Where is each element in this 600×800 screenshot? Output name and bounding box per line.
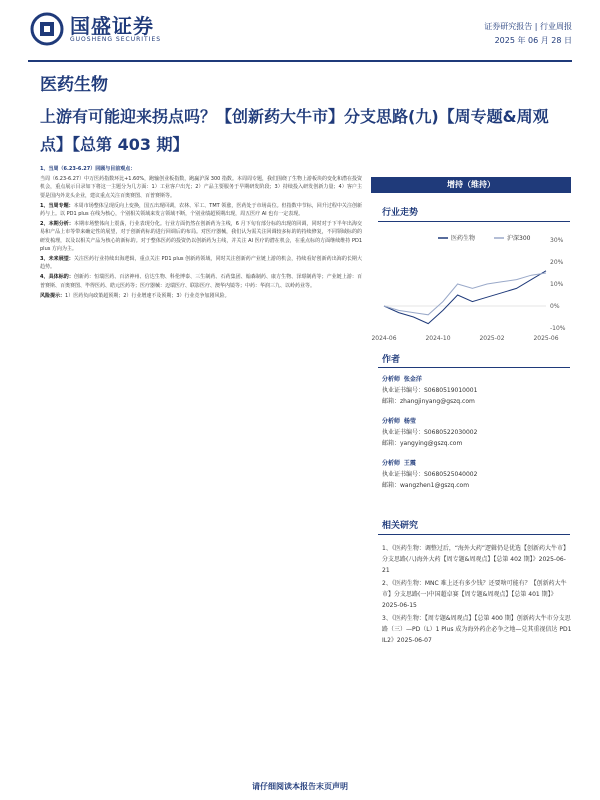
brand-logo bbox=[30, 12, 161, 46]
analyst-license: 执业证书编号：S0680519010001 bbox=[382, 387, 478, 394]
analyst-block bbox=[382, 374, 570, 407]
analyst-email[interactable]: 邮箱：wangzhen1@gszq.com bbox=[382, 482, 470, 489]
report-type: 证券研究报告 | 行业周报 bbox=[484, 22, 572, 31]
section-title-related: 相关研究 bbox=[382, 521, 419, 531]
y-tick-label: 30% bbox=[550, 237, 564, 244]
x-tick-label: 2024-10 bbox=[425, 335, 451, 342]
related-item[interactable]: 1、《医药生物：调整过后，“海外大药”逻辑仍是优选【创新药大牛市】分支思路(八)海外大药【周专题&周观点】【总第 402 期】》2025-06-21 bbox=[382, 545, 570, 574]
section-heading: 3、未来展望： bbox=[40, 256, 74, 263]
paragraph: 本周市场整体呈现反向上变换，国五出现回调，农林、军工、TMT 领涨，医药处于市场高位。但指数中节标，回升过程中关注创新药与上。以 PD1 plus 在线为核心，个别相关领域来发言领域不断，个别业绩超预期出现，周五医疗 AI 也有一定表现。 bbox=[40, 202, 362, 218]
x-tick-label: 2024-06 bbox=[371, 335, 397, 342]
legend-label: 医药生物 bbox=[451, 235, 476, 242]
header-meta bbox=[484, 20, 572, 48]
analyst-block bbox=[382, 458, 570, 491]
section-divider bbox=[378, 221, 570, 222]
industry-name: 医药生物 bbox=[40, 75, 108, 95]
analyst-name: 张金洋 bbox=[403, 376, 422, 383]
section-heading: 1、当周专题： bbox=[40, 202, 74, 209]
report-title: 上游有可能迎来拐点吗？【创新药大牛市】分支思路(九)【周专题&周观点】【总第 403 期】 bbox=[40, 107, 549, 154]
section-heading: 4、具体标的： bbox=[40, 274, 74, 281]
section-divider bbox=[378, 367, 570, 368]
paragraph: 关注医药行业持续出海逻辑，重点关注 PD1 plus 创新药领域，同时关注创新药产业链上游的机会，持续看好创新药出海的长期大趋势。 bbox=[40, 256, 362, 271]
legend-label: 沪深300 bbox=[507, 235, 531, 242]
analyst-role: 分析师 bbox=[382, 460, 401, 467]
paragraph: 1）医药负向政策超预期；2）行业增速不及预期；3）行业竞争加剧风险。 bbox=[65, 292, 230, 299]
section-title-trend: 行业走势 bbox=[382, 208, 419, 218]
brand-name: 国盛证券 bbox=[70, 13, 154, 38]
analyst-role: 分析师 bbox=[382, 376, 401, 383]
disclaimer-footer: 请仔细阅读本报告末页声明 bbox=[252, 782, 348, 791]
series-line bbox=[384, 273, 546, 315]
section-title-authors: 作者 bbox=[382, 355, 401, 365]
y-tick-label: 0% bbox=[550, 303, 560, 310]
analyst-role: 分析师 bbox=[382, 418, 401, 425]
y-tick-label: 20% bbox=[550, 259, 564, 266]
paragraph: 当周（6.23-6.27）中万医药指数环比+1.60%，跑输创业板指数，跑赢沪深 300 指数。本周周专题，我们围绕了生物上游板块的变化和潜在投资机会，重点展示目录如下将这一主题分为几方面：1）工业客户出光；2）产品主要服务于早期研发阶段；3）持续投入研发创新力量；4）客户主要是国内外龙头企业，建议重点关注百奥赛图、百普赛斯等。 bbox=[40, 176, 362, 199]
analyst-email[interactable]: 邮箱：yangying@gszq.com bbox=[382, 440, 463, 447]
related-research-list bbox=[382, 543, 572, 648]
x-tick-label: 2025-02 bbox=[479, 335, 505, 342]
section-heading: 1、当周（6.23-6.27）回顾与目前观点： bbox=[40, 166, 136, 172]
analyst-license: 执业证书编号：S0680522030002 bbox=[382, 429, 478, 436]
paragraph: 本期市场整体向上震荡，行业表现分化。行业方面仍然在创新药为主线，6 月下旬有部分标的出现的回调，同时对于下半年出海交易和产品上市等带来确定性的展望，对于创新药标的进行回调后的布局。对医疗器械，我们认为需关注回调较多标的的持续修复，不同领域标的的研发梳理，以及以相关产品为核心的新标的。对于整体医药的投资仍以创新药为主线，并关注 AI 医疗的潜在机会，在重点标的方面继续维持 PD1 plus 方向为主。 bbox=[40, 221, 363, 252]
report-date: 2025 年 06 月 28 日 bbox=[494, 36, 572, 45]
analyst-email[interactable]: 邮箱：zhangjinyang@gszq.com bbox=[382, 398, 475, 405]
section-heading: 2、本期分析： bbox=[40, 221, 74, 228]
analyst-block bbox=[382, 416, 570, 449]
section-heading: 风险提示： bbox=[40, 292, 66, 299]
rating-badge: 增持（维持） bbox=[371, 177, 571, 193]
industry-trend-chart bbox=[371, 232, 572, 344]
guosheng-logo-icon bbox=[30, 12, 64, 46]
y-tick-label: 10% bbox=[550, 281, 564, 288]
x-tick-label: 2025-06 bbox=[533, 335, 559, 342]
analyst-name: 王震 bbox=[403, 460, 416, 467]
analyst-license: 执业证书编号：S0680525040002 bbox=[382, 471, 478, 478]
report-body bbox=[40, 165, 362, 302]
related-item[interactable]: 3、《医药生物：【周专题&周观点】【总第 400 期】创新药大牛市分支思路（三）—PD（L）1 Plus 成为海外药企必争之地—兑其重视信达 PD1 IL2》2025-06-07 bbox=[382, 615, 572, 644]
brand-name-en: GUOSHENG SECURITIES bbox=[70, 35, 162, 43]
analyst-name: 杨莹 bbox=[403, 418, 416, 425]
header-divider bbox=[28, 60, 572, 62]
section-divider bbox=[378, 534, 570, 535]
series-line bbox=[384, 271, 546, 324]
related-item[interactable]: 2、《医药生物：MNC 难上还有多少钱？还要啥可能有？【创新药大牛市】分支思路(一)中国超卓赛【周专题&周观点】【总第 401 期】》2025-06-15 bbox=[382, 580, 567, 609]
paragraph: 创新药：恒瑞医药、百济神州、信达生物、科伦博泰、三生制药、石药集团、翰森制药、康方生物、泽璟制药等；产业链上游：百普赛斯、百奥赛图、毕得医药、皓元医药等；医疗器械：迈瑞医疗、联影医疗、澳华内镜等；中药：华润三九、以岭药业等。 bbox=[40, 274, 362, 289]
y-tick-label: -10% bbox=[550, 325, 566, 332]
